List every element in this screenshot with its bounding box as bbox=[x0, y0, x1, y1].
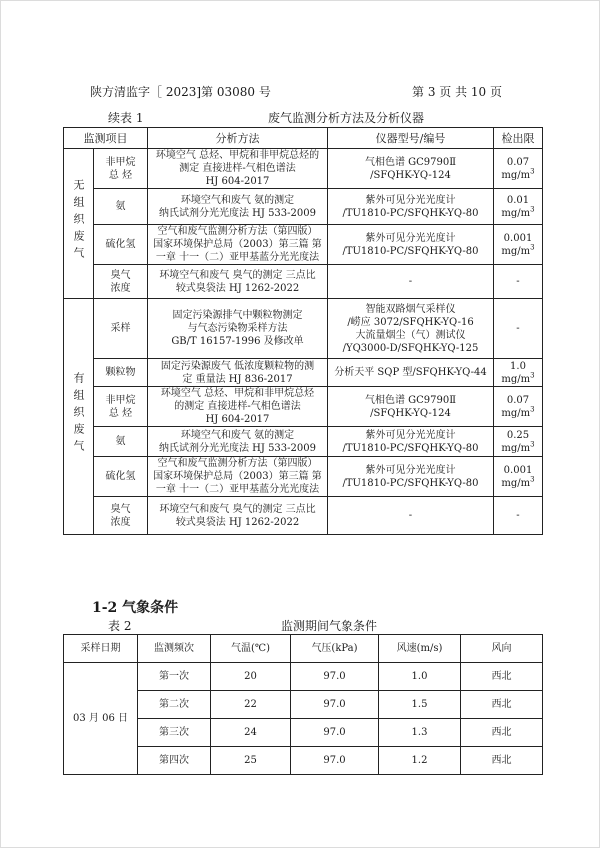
limit-unit: mg/m bbox=[501, 477, 531, 489]
unit-exponent: 3 bbox=[530, 405, 535, 414]
item-cell: 颗粒物 bbox=[94, 359, 148, 387]
header-cell: 采样日期 bbox=[64, 635, 138, 663]
document-number: 陕方清监字［ 2023]第 03080 号 bbox=[90, 85, 271, 99]
item-cell: 臭气 浓度 bbox=[94, 497, 148, 535]
instrument-cell: 紫外可见分光光度计 /TU1810-PC/SFQHK-YQ-80 bbox=[328, 189, 494, 225]
unit-exponent: 3 bbox=[530, 205, 535, 214]
table-row bbox=[64, 265, 543, 299]
instrument-cell: 分析天平 SQP 型/SFQHK-YQ-44 bbox=[328, 359, 494, 387]
method-cell: 空气和废气监测分析方法（第四版） 国家环境保护总局（2003）第三篇 第 一章 十一（二）亚甲基蓝分光光度法 bbox=[148, 225, 328, 265]
frequency-cell: 第一次 bbox=[138, 663, 211, 691]
header-cell: 风速(m/s) bbox=[379, 635, 461, 663]
limit-unit: mg/m bbox=[501, 407, 531, 419]
temperature-cell: 20 bbox=[211, 663, 291, 691]
pressure-cell: 97.0 bbox=[291, 747, 379, 775]
item-cell: 非甲烷 总 烃 bbox=[94, 149, 148, 189]
table-row bbox=[64, 225, 543, 265]
wind-direction-cell: 西北 bbox=[461, 719, 543, 747]
method-cell: 固定污染源排气中颗粒物测定 与气态污染物采样方法 GB/T 16157-1996 及修改单 bbox=[148, 299, 328, 359]
table-row bbox=[64, 497, 543, 535]
pressure-cell: 97.0 bbox=[291, 719, 379, 747]
limit-cell bbox=[494, 497, 543, 535]
wind-speed-cell: 1.0 bbox=[379, 663, 461, 691]
analysis-methods-table bbox=[63, 127, 543, 535]
item-cell: 硫化氢 bbox=[94, 225, 148, 265]
table1-title: 废气监测分析方法及分析仪器 bbox=[268, 111, 425, 125]
instrument-cell: 紫外可见分光光度计 /TU1810-PC/SFQHK-YQ-80 bbox=[328, 225, 494, 265]
limit-value: 0.07 bbox=[506, 156, 530, 168]
weather-conditions-table bbox=[63, 634, 543, 775]
method-cell: 环境空气 总烃、甲烷和非甲烷总烃的 测定 直接进样-气相色谱法 HJ 604-2017 bbox=[148, 149, 328, 189]
item-cell: 氨 bbox=[94, 427, 148, 457]
header-cell: 监测频次 bbox=[138, 635, 211, 663]
method-cell: 环境空气和废气 氨的测定 纳氏试剂分光光度法 HJ 533-2009 bbox=[148, 427, 328, 457]
instrument-cell: 紫外可见分光光度计 /TU1810-PC/SFQHK-YQ-80 bbox=[328, 457, 494, 497]
table-row bbox=[64, 387, 543, 427]
wind-speed-cell: 1.5 bbox=[379, 691, 461, 719]
method-cell: 空气和废气监测分析方法（第四版） 国家环境保护总局（2003）第三篇 第 一章 十一（二）亚甲基蓝分光光度法 bbox=[148, 457, 328, 497]
item-cell: 氨 bbox=[94, 189, 148, 225]
limit-value: 0.07 bbox=[506, 394, 530, 406]
unit-exponent: 3 bbox=[530, 243, 535, 252]
header-cell: 仪器型号/编号 bbox=[328, 128, 494, 149]
limit-cell bbox=[494, 457, 543, 497]
table-row bbox=[64, 457, 543, 497]
table-row bbox=[64, 359, 543, 387]
table-row bbox=[64, 189, 543, 225]
table-header-row bbox=[64, 128, 543, 149]
temperature-cell: 22 bbox=[211, 691, 291, 719]
category-cell bbox=[64, 299, 94, 535]
limit-cell bbox=[494, 225, 543, 265]
wind-speed-cell: 1.3 bbox=[379, 719, 461, 747]
instrument-cell: 紫外可见分光光度计 /TU1810-PC/SFQHK-YQ-80 bbox=[328, 427, 494, 457]
table-row bbox=[64, 663, 543, 691]
wind-direction-cell: 西北 bbox=[461, 691, 543, 719]
limit-cell bbox=[494, 149, 543, 189]
category-label: 有组织废气 bbox=[72, 372, 85, 457]
unit-exponent: 3 bbox=[530, 440, 535, 449]
limit-value: 0.001 bbox=[503, 232, 533, 244]
limit-cell bbox=[494, 387, 543, 427]
wind-speed-cell: 1.2 bbox=[379, 747, 461, 775]
category-cell bbox=[64, 149, 94, 299]
table-header-row bbox=[64, 635, 543, 663]
instrument-cell: 气相色谱 GC9790Ⅱ /SFQHK-YQ-124 bbox=[328, 149, 494, 189]
method-cell: 环境空气和废气 臭气的测定 三点比 较式臭袋法 HJ 1262-2022 bbox=[148, 497, 328, 535]
unit-exponent: 3 bbox=[530, 167, 535, 176]
method-cell: 固定污染源废气 低浓度颗粒物的测 定 重量法 HJ 836-2017 bbox=[148, 359, 328, 387]
limit-cell bbox=[494, 265, 543, 299]
limit-cell bbox=[494, 427, 543, 457]
category-label: 无组织废气 bbox=[72, 179, 85, 264]
frequency-cell: 第四次 bbox=[138, 747, 211, 775]
limit-unit: mg/m bbox=[501, 169, 531, 181]
method-cell: 环境空气和废气 氨的测定 纳氏试剂分光光度法 HJ 533-2009 bbox=[148, 189, 328, 225]
pressure-cell: 97.0 bbox=[291, 663, 379, 691]
table2-title: 监测期间气象条件 bbox=[281, 619, 378, 633]
page-number: 第 3 页 共 10 页 bbox=[412, 85, 502, 99]
instrument-cell: 气相色谱 GC9790Ⅱ /SFQHK-YQ-124 bbox=[328, 387, 494, 427]
unit-exponent: 3 bbox=[530, 371, 535, 380]
item-cell: 硫化氢 bbox=[94, 457, 148, 497]
wind-direction-cell: 西北 bbox=[461, 663, 543, 691]
limit-value: 0.001 bbox=[503, 464, 533, 476]
frequency-cell: 第二次 bbox=[138, 691, 211, 719]
limit-value: - bbox=[516, 323, 520, 334]
temperature-cell: 25 bbox=[211, 747, 291, 775]
limit-value: 0.25 bbox=[506, 429, 530, 441]
table1-label: 续表 1 bbox=[108, 111, 144, 125]
table2-label: 表 2 bbox=[108, 619, 132, 633]
limit-cell bbox=[494, 189, 543, 225]
unit-exponent: 3 bbox=[530, 475, 535, 484]
instrument-cell: 智能双路烟气采样仪 /崂应 3072/SFQHK-YQ-16 大流量烟尘（气）测试仪 /YQ3000-D/SFQHK-YQ-125 bbox=[328, 299, 494, 359]
header-cell: 气温(℃) bbox=[211, 635, 291, 663]
limit-value: 0.01 bbox=[506, 194, 530, 206]
limit-unit: mg/m bbox=[501, 207, 531, 219]
item-cell: 采样 bbox=[94, 299, 148, 359]
item-cell: 非甲烷 总 烃 bbox=[94, 387, 148, 427]
item-cell: 臭气 浓度 bbox=[94, 265, 148, 299]
header-cell: 分析方法 bbox=[148, 128, 328, 149]
table-row bbox=[64, 427, 543, 457]
section-heading: 1-2 气象条件 bbox=[92, 600, 179, 616]
date-cell: 03 月 06 日 bbox=[64, 663, 138, 775]
limit-unit: mg/m bbox=[501, 442, 531, 454]
pressure-cell: 97.0 bbox=[291, 691, 379, 719]
temperature-cell: 24 bbox=[211, 719, 291, 747]
header-cell: 监测项目 bbox=[64, 128, 148, 149]
table-row bbox=[64, 299, 543, 359]
limit-cell bbox=[494, 299, 543, 359]
limit-value: 1.0 bbox=[510, 360, 526, 372]
limit-unit: mg/m bbox=[501, 245, 531, 257]
table-row bbox=[64, 149, 543, 189]
frequency-cell: 第三次 bbox=[138, 719, 211, 747]
header-cell: 检出限 bbox=[494, 128, 543, 149]
limit-value: - bbox=[516, 276, 520, 287]
header-cell: 气压(kPa) bbox=[291, 635, 379, 663]
method-cell: 环境空气 总烃、甲烷和非甲烷总烃 的测定 直接进样-气相色谱法 HJ 604-2017 bbox=[148, 387, 328, 427]
limit-cell bbox=[494, 359, 543, 387]
header-cell: 风向 bbox=[461, 635, 543, 663]
limit-unit: mg/m bbox=[501, 373, 531, 385]
instrument-cell: - bbox=[328, 265, 494, 299]
wind-direction-cell: 西北 bbox=[461, 747, 543, 775]
method-cell: 环境空气和废气 臭气的测定 三点比 较式臭袋法 HJ 1262-2022 bbox=[148, 265, 328, 299]
instrument-cell: - bbox=[328, 497, 494, 535]
limit-value: - bbox=[516, 510, 520, 521]
